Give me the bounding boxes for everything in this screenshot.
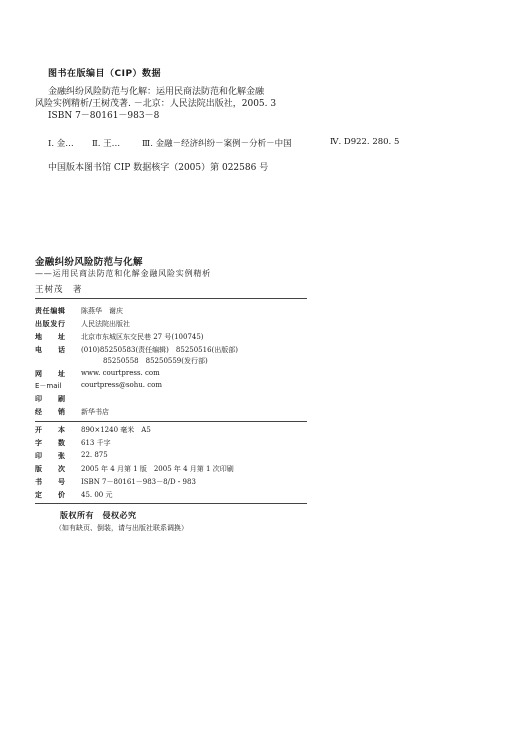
classification-3: Ⅲ. 金融－经济纠纷－案例－分析－中国 <box>142 139 292 149</box>
classification-4: Ⅳ. D922. 280. 5 <box>330 137 400 147</box>
info-label: 出版发行 <box>35 320 65 328</box>
copyright-notice: 版权所有 侵权必究 <box>60 511 137 520</box>
divider <box>35 503 307 504</box>
spec-value: 22. 875 <box>81 451 108 459</box>
cip-line-3: ISBN 7－80161－983－8 <box>48 111 160 121</box>
spec-value: ISBN 7－80161－983－8/D・983 <box>81 478 196 486</box>
info-label: 地址 <box>35 333 65 341</box>
copyright-note: （如有缺页、倒装，请与出版社联系调换） <box>55 524 188 532</box>
divider <box>35 298 307 299</box>
info-label: 网址 <box>35 370 65 378</box>
cip-line-1: 金融纠纷风险防范与化解：运用民商法防范和化解金融 <box>48 87 265 97</box>
cip-data-record: 中国版本图书馆 CIP 数据核字（2005）第 022586 号 <box>48 163 269 173</box>
spec-label: 印张 <box>35 452 65 460</box>
info-label: 经销 <box>35 408 65 416</box>
info-value: 人民法院出版社 <box>81 320 130 328</box>
spec-value: 890×1240 毫米 A5 <box>81 426 151 434</box>
info-value: 陈燕华 谢庆 <box>81 307 123 315</box>
info-label: 印刷 <box>35 395 65 403</box>
cip-line-2: 风险实例精析/王树茂著. －北京：人民法院出版社，2005. 3 <box>35 99 277 109</box>
spec-value: 2005 年 4 月第 1 版 2005 年 4 月第 1 次印刷 <box>81 465 234 473</box>
cip-heading: 图书在版编目（CIP）数据 <box>48 69 162 79</box>
book-title: 金融纠纷风险防范与化解 <box>35 257 143 268</box>
book-subtitle: ——运用民商法防范和化解金融风险实例精析 <box>35 269 211 278</box>
spec-value: 45. 00 元 <box>81 491 113 499</box>
classification-1: Ⅰ. 金… <box>48 139 74 149</box>
classification-2: Ⅱ. 王… <box>92 139 121 149</box>
spec-label: 书号 <box>35 478 65 486</box>
spec-label: 定价 <box>35 491 65 499</box>
info-value: 85250558 85250559(发行部) <box>103 357 208 365</box>
info-value: 北京市东城区东交民巷 27 号(100745) <box>81 333 204 341</box>
info-value: www. courtpress. com <box>81 369 160 377</box>
info-value: 新华书店 <box>81 408 109 416</box>
book-author: 王树茂 著 <box>35 285 83 295</box>
spec-label: 版次 <box>35 465 65 473</box>
info-label: 电话 <box>35 346 65 354</box>
spec-label: 字数 <box>35 439 65 447</box>
spec-label: 开本 <box>35 426 65 434</box>
info-value: (010)85250583(责任编辑) 85250516(出版部) <box>81 346 239 354</box>
spec-value: 613 千字 <box>81 439 111 447</box>
info-label: E－mail <box>35 382 62 390</box>
info-value: courtpress@sohu. com <box>81 381 163 389</box>
info-label: 责任编辑 <box>35 307 65 315</box>
divider <box>35 421 307 422</box>
